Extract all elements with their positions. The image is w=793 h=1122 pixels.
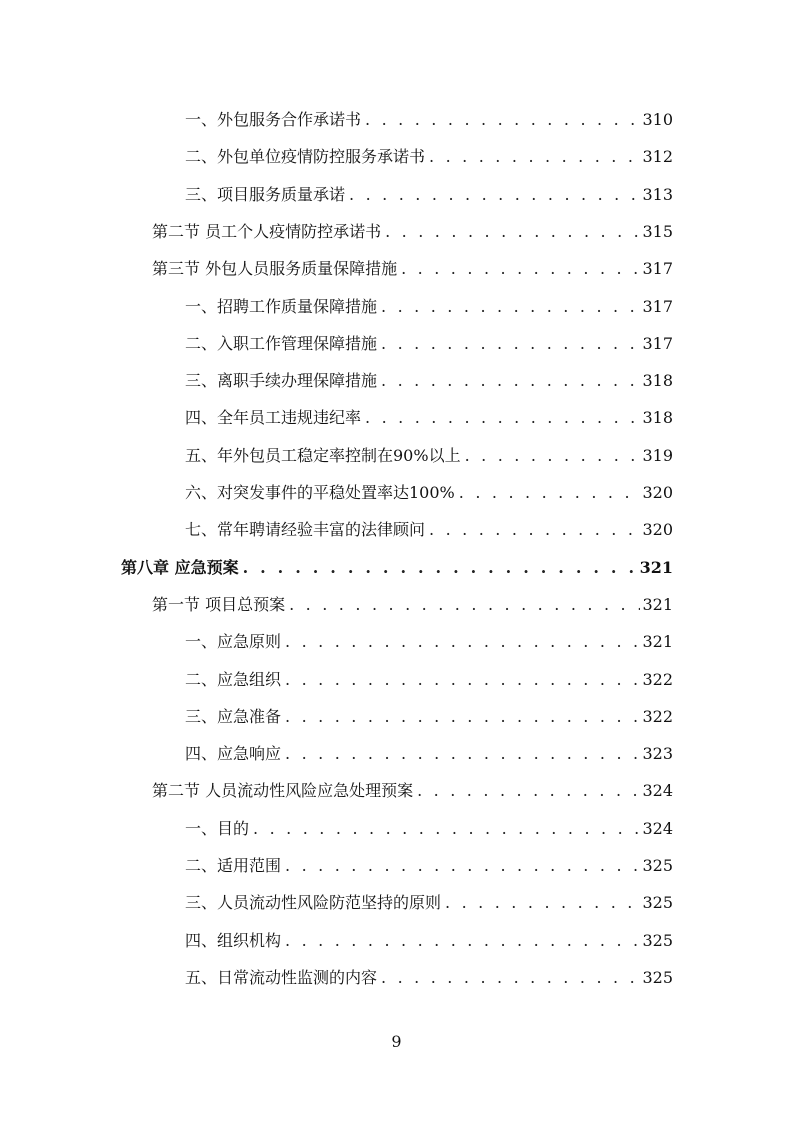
toc-entry-page: 322 [642,707,673,726]
toc-entry-page: 313 [642,185,673,204]
toc-entry-title: 六、对突发事件的平稳处置率达100% [185,483,455,502]
toc-entry[interactable] [185,370,673,392]
toc-entry-title: 二、适用范围 [185,856,282,875]
toc-entry-title: 第三节 外包人员服务质量保障措施 [152,259,398,278]
toc-entry[interactable] [185,818,673,840]
toc-entry-title: 一、外包服务合作承诺书 [185,110,362,129]
leader-dots [289,594,640,616]
toc-entry-title: 三、项目服务质量承诺 [185,185,346,204]
toc-entry[interactable] [185,967,673,989]
toc-entry-title: 第一节 项目总预案 [152,595,286,614]
toc-entry-title: 三、人员流动性风险防范坚持的原则 [185,893,442,912]
toc-entry-title: 第二节 人员流动性风险应急处理预案 [152,781,414,800]
toc-entry-page: 321 [639,558,673,577]
toc-entry[interactable] [185,669,673,691]
toc-entry[interactable] [185,482,673,504]
leader-dots [459,482,641,504]
toc-entry[interactable] [185,631,673,653]
leader-dots [445,892,640,914]
toc-entry-page: 322 [642,670,673,689]
toc-entry[interactable] [185,333,673,355]
toc-entry-page: 317 [642,334,673,353]
leader-dots [429,146,640,168]
toc-entry-page: 319 [642,446,673,465]
toc-entry[interactable] [185,519,673,541]
toc-entry-title: 第二节 员工个人疫情防控承诺书 [152,222,382,241]
toc-entry-title: 四、组织机构 [185,931,282,950]
toc-entry-page: 321 [642,632,673,651]
toc-entry-title: 五、日常流动性监测的内容 [185,968,378,987]
leader-dots [401,258,640,280]
toc-entry-page: 324 [642,781,673,800]
toc-entry-title: 一、招聘工作质量保障措施 [185,297,378,316]
toc-entry-page: 318 [642,408,673,427]
toc-entry[interactable] [152,594,673,616]
toc-entry-title: 二、外包单位疫情防控服务承诺书 [185,147,426,166]
toc-entry-page: 323 [642,744,673,763]
toc-entry[interactable] [185,930,673,952]
leader-dots [253,818,640,840]
toc-entry[interactable] [185,706,673,728]
toc-entry-page: 317 [642,259,673,278]
toc-entry[interactable] [152,780,673,802]
toc-entry-page: 318 [642,371,673,390]
toc-entry-title: 五、年外包员工稳定率控制在90%以上 [185,446,461,465]
toc-entry-title: 一、目的 [185,819,250,838]
toc-entry[interactable] [185,296,673,318]
toc-entry[interactable] [121,557,673,579]
toc-entry-page: 325 [642,931,673,950]
toc-entry-page: 315 [642,222,673,241]
toc-entry[interactable] [185,184,673,206]
page-number: 9 [391,1032,402,1051]
toc-entry[interactable] [185,855,673,877]
leader-dots [381,370,640,392]
leader-dots [381,296,640,318]
toc-entry-title: 七、常年聘请经验丰富的法律顾问 [185,520,426,539]
leader-dots [285,706,640,728]
toc-entry-page: 312 [642,147,673,166]
toc-entry-page: 325 [642,856,673,875]
toc-entry-title: 二、入职工作管理保障措施 [185,334,378,353]
toc-entry[interactable] [152,258,673,280]
toc-entry[interactable] [185,445,673,467]
toc-entry-page: 317 [642,297,673,316]
leader-dots [365,109,640,131]
toc-entry-title: 三、应急准备 [185,707,282,726]
leader-dots [285,855,640,877]
leader-dots [465,445,641,467]
toc-entry[interactable] [185,407,673,429]
leader-dots [381,333,640,355]
toc-entry-page: 321 [642,595,673,614]
toc-entry-page: 320 [642,483,673,502]
toc-entry-title: 三、离职手续办理保障措施 [185,371,378,390]
leader-dots [417,780,640,802]
leader-dots [381,967,640,989]
toc-entry[interactable] [152,221,673,243]
toc-entry-title: 四、应急响应 [185,744,282,763]
toc-entry-page: 324 [642,819,673,838]
toc-entry-page: 325 [642,893,673,912]
leader-dots [285,631,640,653]
leader-dots [285,930,640,952]
toc-entry[interactable] [185,892,673,914]
toc-entry-title: 二、应急组织 [185,670,282,689]
toc-entry-title: 第八章 应急预案 [121,558,239,577]
leader-dots [285,743,640,765]
leader-dots [285,669,640,691]
toc-entry-page: 320 [642,520,673,539]
toc-entry[interactable] [185,146,673,168]
leader-dots [349,184,640,206]
toc-entry-page: 310 [642,110,673,129]
leader-dots [243,557,638,579]
toc-entry-title: 一、应急原则 [185,632,282,651]
leader-dots [429,519,640,541]
leader-dots [385,221,640,243]
toc-entry-title: 四、全年员工违规违纪率 [185,408,362,427]
toc-entry[interactable] [185,109,673,131]
leader-dots [365,407,640,429]
toc-entry[interactable] [185,743,673,765]
toc-entry-page: 325 [642,968,673,987]
